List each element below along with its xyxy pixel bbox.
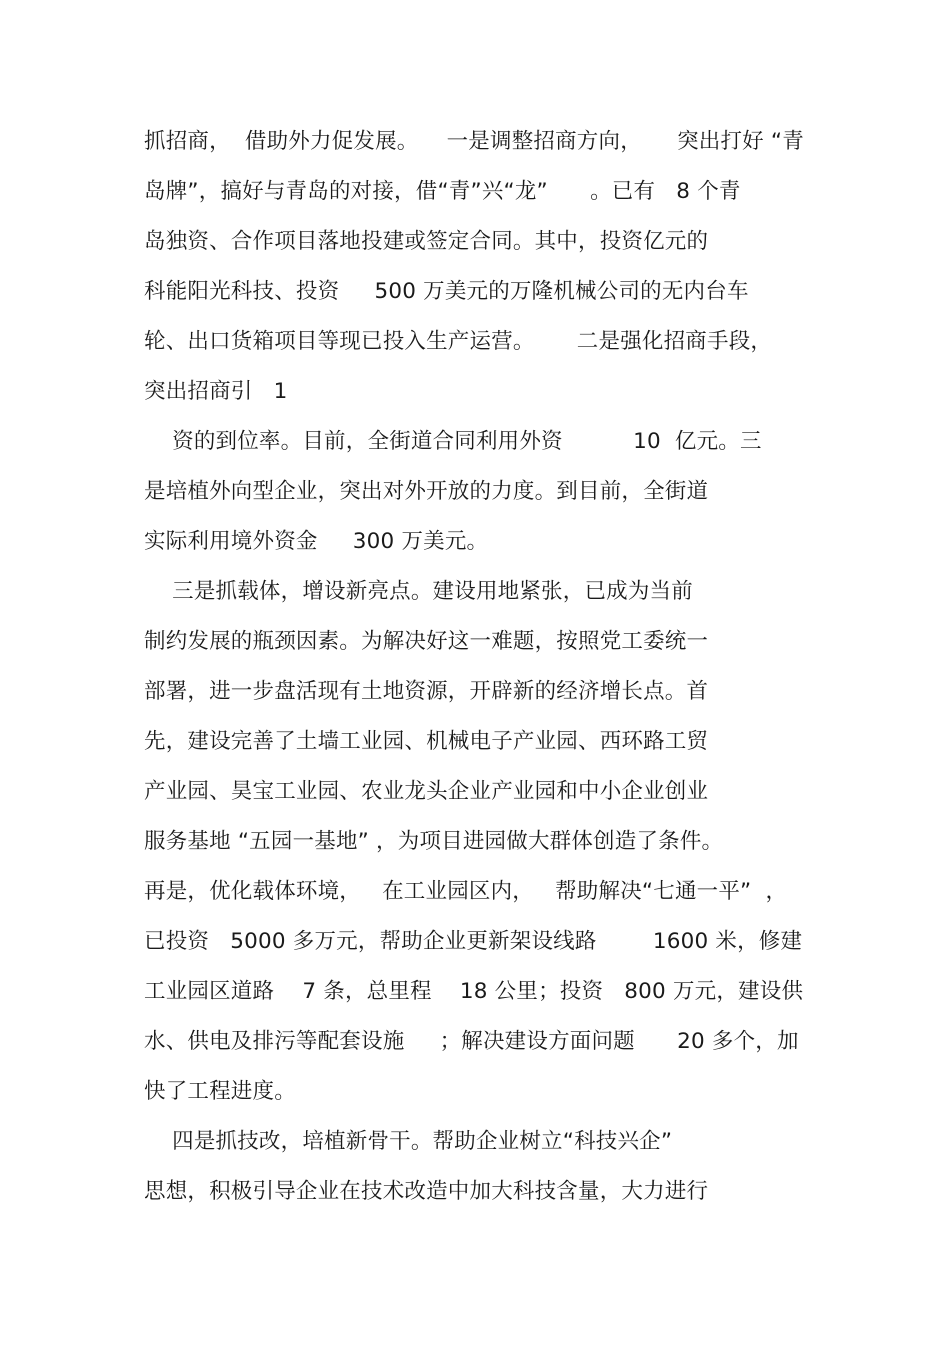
text-line: 再是，优化载体环境， 在工业园区内， 帮助解决“七通一平” ，: [144, 879, 788, 904]
text-line: 服务基地 “五园一基地” ，为项目进园做大群体创造了条件。: [144, 829, 724, 854]
text-line: 三是抓载体，增设新亮点。建设用地紧张，已成为当前: [144, 579, 693, 604]
text-line: 工业园区道路 7 条，总里程 18 公里；投资 800 万元，建设供: [144, 979, 804, 1004]
text-line: 思想，积极引导企业在技术改造中加大科技含量，大力进行: [144, 1179, 709, 1204]
text-line: 科能阳光科技、投资 500 万美元的万隆机械公司的无内台车: [144, 279, 749, 304]
text-line: 产业园、昊宝工业园、农业龙头企业产业园和中小企业创业: [144, 779, 709, 804]
text-line: 部署，进一步盘活现有土地资源，开辟新的经济增长点。首: [144, 679, 709, 704]
text-line: 轮、出口货箱项目等现已投入生产运营。 二是强化招商手段，: [144, 329, 773, 354]
text-line: 抓招商， 借助外力促发展。 一是调整招商方向， 突出打好 “青: [144, 129, 804, 154]
text-line: 岛牌”，搞好与青岛的对接，借“青”兴“龙” 。已有 8 个青: [144, 179, 741, 204]
text-line: 四是抓技改，培植新骨干。帮助企业树立“科技兴企”: [144, 1129, 673, 1154]
text-line: 先，建设完善了土墙工业园、机械电子产业园、西环路工贸: [144, 729, 709, 754]
text-line: 快了工程进度。: [144, 1079, 296, 1104]
text-line: 是培植外向型企业，突出对外开放的力度。到目前，全街道: [144, 479, 709, 504]
text-line: 实际利用境外资金 300 万美元。: [144, 529, 489, 554]
text-line: 制约发展的瓶颈因素。为解决好这一难题，按照党工委统一: [144, 629, 709, 654]
text-line: 突出招商引 1: [144, 379, 288, 404]
text-line: 资的到位率。目前，全街道合同利用外资 10 亿元。三: [144, 429, 762, 454]
text-line: 已投资 5000 多万元，帮助企业更新架设线路 1600 米，修建: [144, 929, 803, 954]
text-line: 水、供电及排污等配套设施 ；解决建设方面问题 20 多个，加: [144, 1029, 799, 1054]
text-line: 岛独资、合作项目落地投建或签定合同。其中，投资亿元的: [144, 229, 709, 254]
